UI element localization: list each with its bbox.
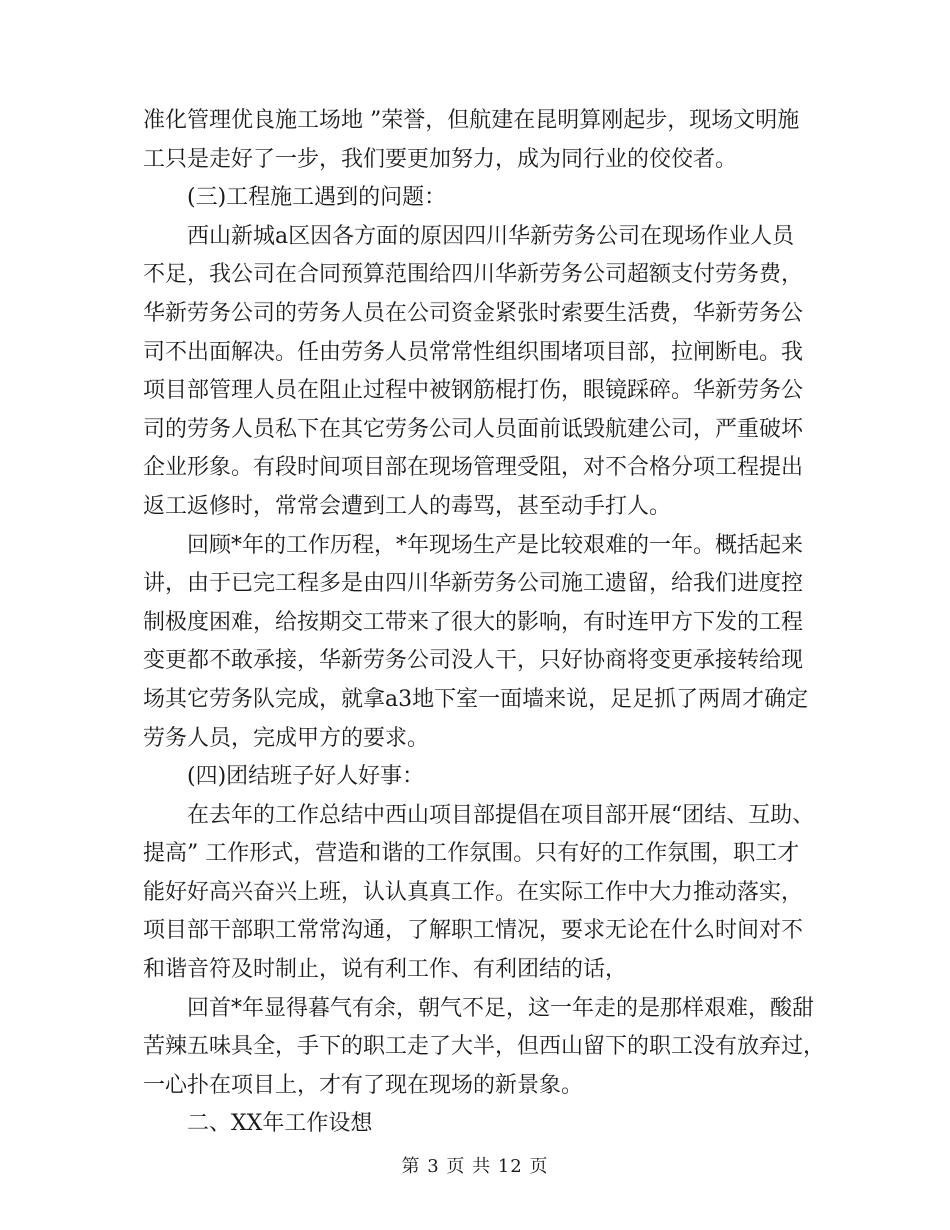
text-line: 项目部管理人员在阻止过程中被钢筋棍打伤，眼镜踩碎。华新劳务公 [143, 378, 804, 404]
text-line: 提高” 工作形式，营造和谐的工作氛围。只有好的工作氛围，职工才 [143, 841, 800, 867]
text-line: 返工返修时，常常会遭到工人的毒骂，甚至动手打人。 [143, 493, 672, 519]
text-line: 场其它劳务队完成，就拿a3地下室一面墙来说，足足抓了两周才确定 [143, 686, 809, 712]
text-line: 项目部干部职工常常沟通，了解职工情况，要求无论在什么时间对不 [143, 918, 804, 944]
text-line: 不足，我公司在合同预算范围给四川华新劳务公司超额支付劳务费， [143, 262, 804, 288]
text-line: 劳务人员，完成甲方的要求。 [143, 725, 430, 751]
document-body [143, 102, 826, 1144]
text-line: 制极度困难，给按期交工带来了很大的影响，有时连甲方下发的工程 [143, 609, 804, 635]
text-line: 二、XX年工作设想 [187, 1111, 373, 1137]
text-line: 华新劳务公司的劳务人员在公司资金紧张时索要生活费，华新劳务公 [143, 300, 804, 326]
text-line: 变更都不敢承接，华新劳务公司没人干，只好协商将变更承接转给现 [143, 648, 804, 674]
text-line: 西山新城a区因各方面的原因四川华新劳务公司在现场作业人员 [187, 223, 795, 249]
page-footer: 第 3 页 共 12 页 [401, 1156, 549, 1177]
text-line: (四)团结班子好人好事： [187, 764, 425, 790]
text-line: (三)工程施工遇到的问题： [187, 185, 447, 211]
text-line: 讲，由于已完工程多是由四川华新劳务公司施工遗留，给我们进度控 [143, 571, 804, 597]
text-line: 一心扑在项目上，才有了现在现场的新景象。 [143, 1072, 584, 1098]
text-line: 企业形象。有段时间项目部在现场管理受阻，对不合格分项工程提出 [143, 455, 804, 481]
text-line: 准化管理优良施工场地 ”荣誉，但航建在昆明算刚起步，现场文明施 [143, 108, 800, 133]
text-line: 回首*年显得暮气有余，朝气不足，这一年走的是那样艰难，酸甜 [187, 995, 815, 1021]
text-line: 司的劳务人员私下在其它劳务公司人员面前诋毁航建公司，严重破坏 [143, 416, 804, 442]
text-line: 在去年的工作总结中西山项目部提倡在项目部开展“团结、互助、 [187, 802, 815, 828]
text-line: 工只是走好了一步，我们要更加努力，成为同行业的佼佼者。 [143, 146, 738, 172]
text-line: 回顾*年的工作历程，*年现场生产是比较艰难的一年。概括起来 [187, 532, 804, 558]
text-line: 苦辣五味具全，手下的职工走了大半，但西山留下的职工没有放弃过， [143, 1034, 826, 1060]
text-line: 和谐音符及时制止，说有利工作、有利团结的话， [143, 957, 628, 983]
text-line: 司不出面解决。任由劳务人员常常性组织围堵项目部，拉闸断电。我 [143, 339, 804, 365]
text-line: 能好好高兴奋兴上班，认认真真工作。在实际工作中大力推动落实， [143, 879, 804, 905]
